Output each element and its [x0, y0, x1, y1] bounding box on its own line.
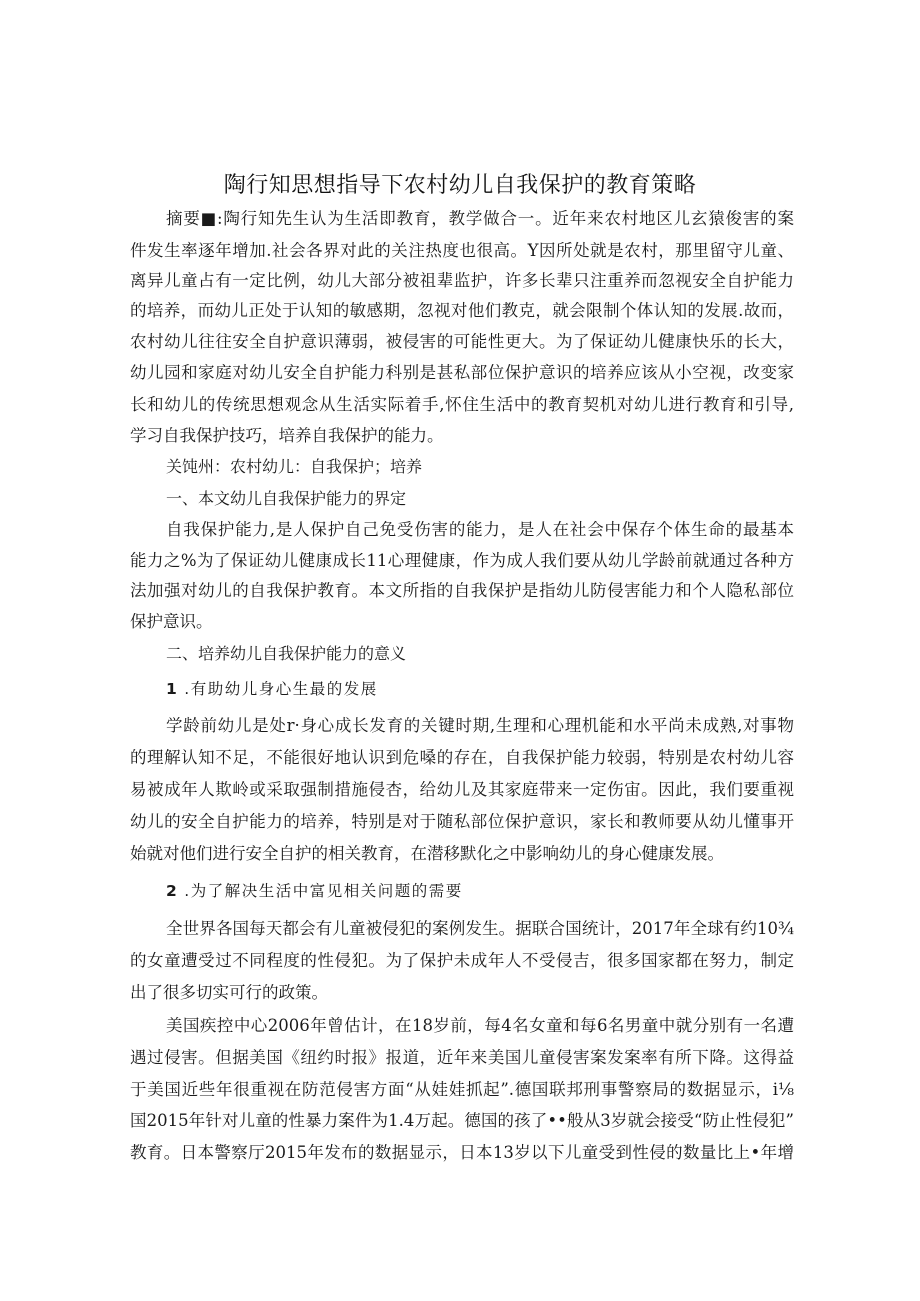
body-line: 幼儿的安全自护能力的培养，特别是对于随私部位保护意识，家长和教师要从幼儿懂事开 [130, 812, 794, 831]
abstract-line: 农村幼儿往往安全自护意识薄弱，被侵害的可能性更大。为了保证幼儿健康快乐的长大， [130, 332, 794, 351]
body-line: 学龄前幼儿是处r·身心成长发育的关键时期,生理和心理机能和水平尚未成熟,对事物 [166, 716, 794, 735]
body-line: 国2015年针对儿童的性暴力案件为1.4万起。德国的孩了••般从3岁就会接受“防止性侵犯” [130, 1111, 794, 1130]
subsection-heading-2 [166, 880, 463, 902]
abstract-line: 件发生率逐年增加.社会各界对此的关注热度也很高。Y因所处就是农村，那里留守儿童、 [130, 241, 794, 260]
keywords: 关饨州：农村幼儿：自我保护；培养 [166, 457, 423, 476]
subsection-title: .有助幼儿身心生最的发展 [184, 680, 378, 698]
abstract-line: 摘要■:陶行知先生认为生活即教育，教学做合一。近年来农村地区儿玄猿俊害的案 [166, 209, 794, 228]
body-line: 美国疾控中心2006年曾估计，在18岁前，每4名女童和每6名男童中就分别有一名遭 [166, 1016, 794, 1035]
body-line: 的理解认知不足，不能很好地认识到危嗓的存在，自我保护能力较弱，特别是农村幼儿容 [130, 748, 794, 767]
body-line: 保护意识。 [130, 612, 213, 631]
body-line: 易被成年人欺岭或采取强制措施侵杏，给幼儿及其家庭带来一定伤宙。因此，我们要重视 [130, 780, 794, 799]
subsection-number: 1 [166, 680, 179, 698]
subsection-number: 2 [166, 882, 179, 900]
abstract-line: 长和幼儿的传统思想观念从生活实际着手,怀住生活中的教育契机对幼儿进行教育和引导, [130, 395, 794, 414]
subsection-heading-1 [166, 678, 378, 700]
body-line: 教育。日本警察厅2015年发布的数据显示，日本13岁以下儿童受到性侵的数量比上•年增 [130, 1143, 794, 1162]
body-line: 出了很多切实可行的政策。 [130, 983, 328, 1002]
subsection-title: .为了解决生活中富见相关问题的需要 [184, 882, 463, 900]
body-line: 遇过侵害。但据美国《纽约时报》报道，近年来美国儿童侵害案发案率有所下降。这得益 [130, 1048, 794, 1067]
body-line: 始就对他们进行安全自护的相关教育，在潜移默化之中影响幼儿的身心健康发展。 [130, 844, 724, 863]
body-line: 的女童遭受过不同程度的性侵犯。为了保护未成年人不受侵吉，很多国家都在努力，制定 [130, 951, 794, 970]
abstract-line: 离异儿童占有一定比例，幼儿大部分被祖辈监护，许多长辈只注重养而忽视安全自护能力 [130, 271, 794, 290]
body-line: 自我保护能力,是人保护自己免受伤害的能力，是人在社会中保存个体生命的最基本 [166, 520, 794, 539]
body-line: 于美国近些年很重视在防范侵害方面“从娃娃抓起”.德国联邦刑事警察局的数据显示，i⅛ [130, 1080, 794, 1099]
body-line: 法加强对幼儿的自我保护教育。本文所指的自我保护是指幼儿防侵害能力和个人隐私部位 [130, 581, 794, 600]
document-title: 陶行知思想指导下农村幼儿自我保护的教育策略 [223, 173, 697, 198]
abstract-line: 幼儿园和家庭对幼儿安全自护能力科别是甚私部位保护意识的培养应该从小空视，改变家 [130, 363, 794, 382]
section-heading-1: 一、本文幼儿自我保护能力的界定 [166, 489, 407, 508]
body-line: 全世界各国每天都会有儿童被侵犯的案例发生。据联合国统计，2017年全球有约10¾ [166, 919, 794, 938]
abstract-line: 的培养，而幼儿正处于认知的敏感期，忽视对他们教克，就会限制个体认知的发展.故而， [130, 301, 794, 320]
abstract-line: 学习自我保护技巧，培养自我保护的能力。 [130, 426, 444, 445]
section-heading-2: 二、培养幼儿自我保护能力的意义 [166, 644, 407, 663]
body-line: 能力之%为了保证幼儿健康成长11心理健康，作为成人我们要从幼儿学龄前就通过各种方 [130, 551, 794, 570]
